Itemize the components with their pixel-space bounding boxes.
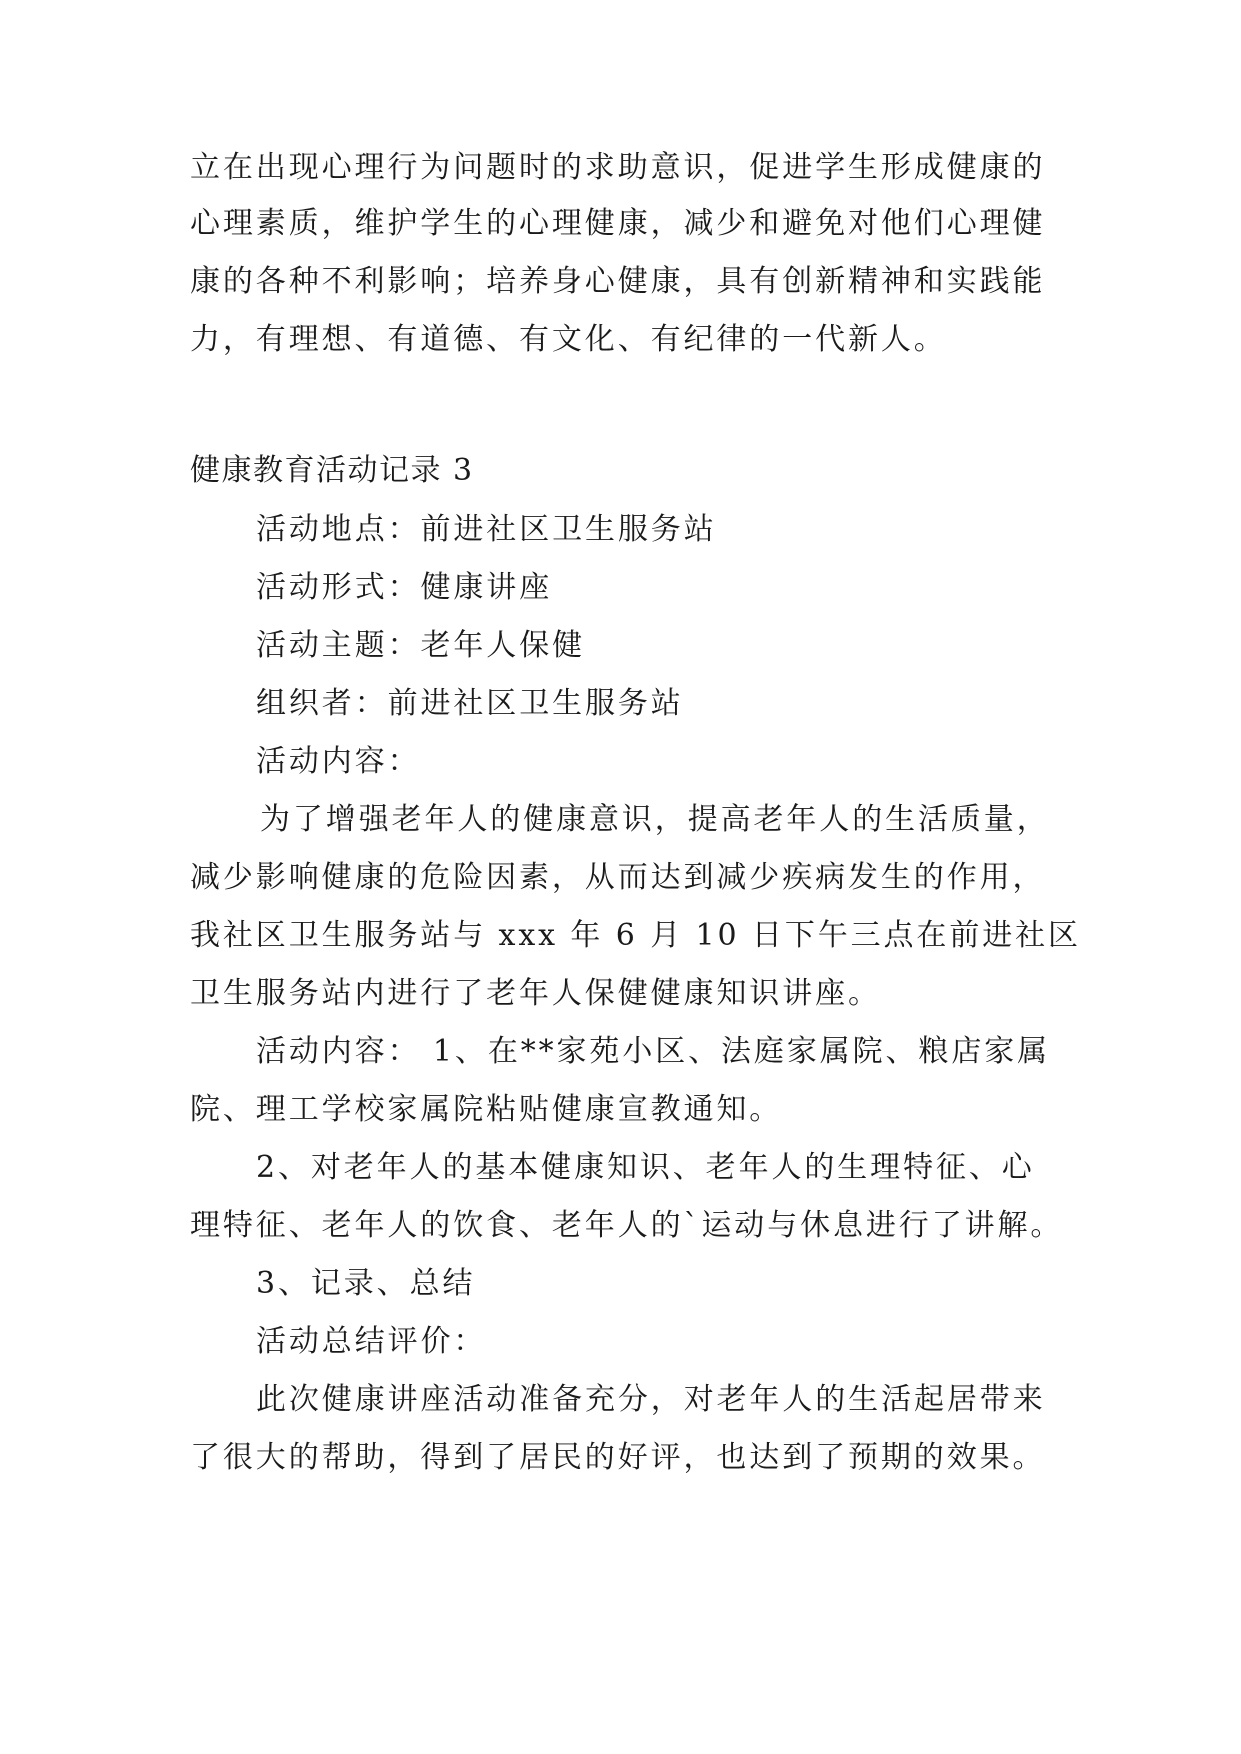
para1-line-4: 卫生服务站内进行了老年人保健健康知识讲座。 bbox=[190, 976, 881, 1011]
para1-line-3: 我社区卫生服务站与 xxx 年 6 月 10 日下午三点在前进社区 bbox=[190, 918, 1081, 953]
field-theme: 活动主题：老年人保健 bbox=[256, 628, 585, 663]
intro-line-3: 康的各种不利影响；培养身心健康，具有创新精神和实践能 bbox=[190, 264, 1046, 299]
para1-line-1: 为了增强老年人的健康意识，提高老年人的生活质量， bbox=[260, 802, 1050, 837]
intro-line-1: 立在出现心理行为问题时的求助意识，促进学生形成健康的 bbox=[190, 150, 1046, 185]
para3-line-2: 理特征、老年人的饮食、老年人的`运动与休息进行了讲解。 bbox=[190, 1208, 1064, 1243]
section-title: 健康教育活动记录 3 bbox=[190, 453, 474, 488]
field-form: 活动形式：健康讲座 bbox=[256, 570, 553, 605]
summary-line-2: 了很大的帮助，得到了居民的好评，也达到了预期的效果。 bbox=[190, 1440, 1046, 1475]
para2-line-1: 活动内容： 1、在**家苑小区、法庭家属院、粮店家属 bbox=[256, 1034, 1051, 1069]
field-location: 活动地点：前进社区卫生服务站 bbox=[256, 512, 717, 547]
intro-line-4: 力，有理想、有道德、有文化、有纪律的一代新人。 bbox=[190, 322, 947, 357]
para1-line-2: 减少影响健康的危险因素，从而达到减少疾病发生的作用， bbox=[190, 860, 1046, 895]
field-organizer: 组织者：前进社区卫生服务站 bbox=[256, 686, 684, 721]
field-content-label: 活动内容： bbox=[256, 744, 421, 779]
para2-line-2: 院、理工学校家属院粘贴健康宣教通知。 bbox=[190, 1092, 783, 1127]
summary-label: 活动总结评价： bbox=[256, 1324, 487, 1359]
intro-line-2: 心理素质，维护学生的心理健康，减少和避免对他们心理健 bbox=[190, 206, 1046, 241]
para4: 3、记录、总结 bbox=[256, 1266, 476, 1301]
para3-line-1: 2、对老年人的基本健康知识、老年人的生理特征、心 bbox=[256, 1150, 1035, 1185]
summary-line-1: 此次健康讲座活动准备充分，对老年人的生活起居带来 bbox=[256, 1382, 1046, 1417]
